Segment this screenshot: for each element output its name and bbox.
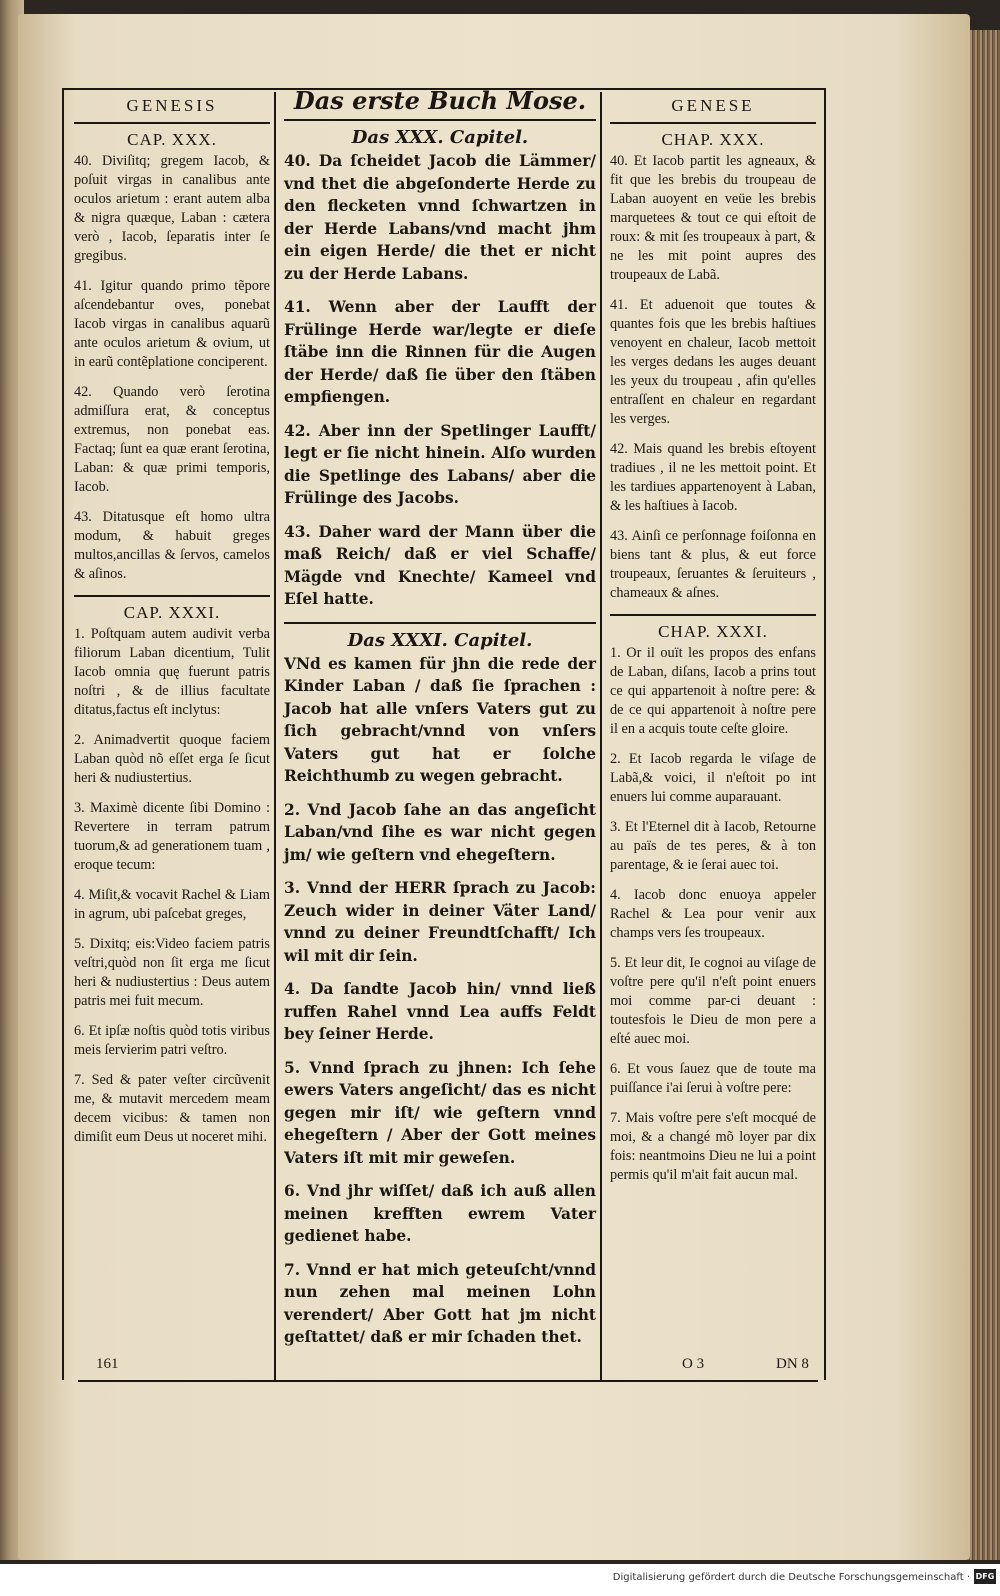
latin-chapter-30-heading: CAP. XXX. [127,130,217,149]
latin-verse-30-43: 43. Ditatusque eſt homo ultra modum, & habuit greges multos,ancillas & ſervos, camelos & aſinos. [74,509,270,582]
french-chapter-divider [610,614,816,616]
latin-chapter-divider [74,595,270,597]
french-verse-30-43: 43. Ainſi ce perſonnage foiſonna en biens tant & plus, & eut force troupeaux, ſeruantes & ſeruiteurs , chameaux & aſnes. [610,528,816,601]
french-column [610,96,816,1196]
german-verse-30-41: 41. Wenn aber der Laufft der Frülinge Herde war/legte er dieſe ſtäbe inn die Rinnen für die Augen der Herde/ daß ſie über den ſtäben empfiengen. [284,298,596,406]
latin-running-head: GENESIS [74,96,270,124]
french-verse-30-40: 40. Et Iacob partit les agneaux, & fit que les brebis du troupeau de Laban auoyent en veüe les brebis marquetees & tout ce qui eſtoit de roux: & mit ſes troupeaux à part, & ne les mit point aupres des troupeaux de Labã. [610,153,816,283]
french-verse-31-5: 5. Et leur dit, Ie cognoi au viſage de voſtre pere qu'il n'eſt point enuers moi comme par-ci deuant : toutesfois le Dieu de mon pere a eſté auec moi. [610,955,816,1047]
latin-verse-30-42: 42. Quando verò ſerotina admiſſura erat, & conceptus extremus, non ponebat eas. Factaq; ſunt ea quæ erant ſerotina, Laban: & quæ primi temporis, Iacob. [74,384,270,495]
latin-column [74,96,270,1158]
latin-verse-31-1: 1. Poſtquam autem audivit verba filiorum Laban dicentium, Tulit Iacob omnia quę fuerunt patris noſtri , & de illius facultate ditatus,factus eſt inclytus: [74,626,270,718]
german-verse-30-42: 42. Aber inn der Spetlinger Laufft/ legt er ſie nicht hinein. Alſo wurden die Spetlinge des Labans/ aber die Frülinge des Jacobs. [284,421,596,507]
latin-verse-31-2: 2. Animadvertit quoque faciem Laban quòd nõ eſſet erga ſe ſicut heri & nudiustertius. [74,732,270,786]
german-verse-31-1: VNd es kamen für jhn die rede der Kinder Laban / daß ſie ſprachen : Jacob hat alle vnſers Vaters gut zu ſich gebracht/vnnd von vnſers Vaters gut hat er ſolche Reichthumb zu wegen gebracht. [284,654,596,785]
latin-verse-31-3: 3. Maximè dicente ſibi Domino : Revertere in terram patrum tuorum,& ad generationem tuam , eroque tecum: [74,800,270,873]
page-number: 161 [96,1356,119,1372]
french-verse-31-3: 3. Et l'Eternel dit à Iacob, Retourne au païs de tes peres, & à ton parentage, & ie ſerai auec toi. [610,819,816,873]
digitization-note: Digitalisierung gefördert durch die Deutsche Forschungsgemeinschaft · [612,1572,970,1583]
latin-verse-30-41: 41. Igitur quando primo tẽpore aſcendebantur oves, ponebat Iacob virgas in canalibus aquarũ ante oculos arietum & ovium, ut in earũ contẽplatione conciperent. [74,278,270,370]
footer-rule [78,1380,818,1382]
latin-chapter-31-heading: CAP. XXXI. [123,603,221,622]
german-chapter-divider [284,622,596,624]
catchword: DN 8 [776,1356,809,1372]
latin-verse-30-40: 40. Diviſitq; gregem Iacob, & poſuit virgas in canalibus ante oculos arietum : erant autem alba & nigra quæque, Laban : cætera verò , Iacob, ſeparatis inter ſe gregibus. [74,153,270,264]
german-column [284,86,596,1360]
dfg-logo-icon: DFG [974,1569,996,1584]
column-rule-left [274,92,276,1380]
german-chapter-30-heading: Das XXX. Capitel. [351,127,529,148]
latin-verse-31-5: 5. Dixitq; eis:Video faciem patris veſtri,quòd non ſit erga me ſicut heri & nudiustertius : Deus autem patris mei fuit mecum. [74,936,270,1009]
french-verse-30-41: 41. Et aduenoit que toutes & quantes fois que les brebis haſtiues venoyent en chaleur, Iacob mettoit les verges dedans les auges deuant les yeux du troupeau , afin qu'elles entraſſent en chaleur en regardant les verges. [610,297,816,427]
column-rule-right [600,92,602,1380]
french-verse-31-6: 6. Et vous ſauez que de toute ma puiſſance i'ai ſerui à voſtre pere: [610,1061,816,1096]
french-verse-31-1: 1. Or il ouït les propos des enfans de Laban, diſans, Iacob a prins tout ce qui appartenoit à noſtre pere: & de ce qui appartenoit à noſtre pere il en a acquis toute ceſte gloire. [610,645,816,737]
french-chapter-30-heading: CHAP. XXX. [661,130,765,149]
german-verse-31-7: 7. Vnnd er hat mich geteuſcht/vnnd nun zehen mal meinen Lohn verendert/ Aber Gott hat jm nicht geſtattet/ daß er mir ſchaden thet. [284,1260,596,1346]
german-verse-31-6: 6. Vnd jhr wiſſet/ daß ich auß allen meinen krefften ewrem Vater gedienet habe. [284,1182,596,1245]
german-verse-31-5: 5. Vnnd ſprach zu jhnen: Ich ſehe ewers Vaters angeſicht/ das es nicht gegen mir iſt/ wie geſtern vnnd ehegeſtern / Aber der Gott meines Vaters iſt mit mir geweſen. [284,1058,596,1167]
german-verse-31-2: 2. Vnd Jacob ſahe an das angeſicht Laban/vnd ſihe es war nicht gegen jm/ wie geſtern vnd ehegeſtern. [284,800,596,864]
french-chapter-31-heading: CHAP. XXXI. [658,622,768,641]
german-verse-31-3: 3. Vnnd der HERR ſprach zu Jacob: Zeuch wider in deiner Väter Land/ vnnd zu deiner Freundtſchafft/ Ich wil mit dir ſein. [284,879,596,965]
french-verse-31-4: 4. Iacob donc enuoya appeler Rachel & Lea pour venir aux champs vers ſes troupeaux. [610,887,816,941]
latin-verse-31-4: 4. Miſit,& vocavit Rachel & Liam in agrum, ubi paſcebat greges, [74,887,270,922]
french-verse-31-2: 2. Et Iacob regarda le viſage de Labã,& voici, il n'eſtoit po int enuers lui comme auparauant. [610,751,816,805]
german-verse-31-4: 4. Da ſandte Jacob hin/ vnnd ließ ruffen Rahel vnnd Lea auffs Feldt bey ſeiner Herde. [284,980,596,1043]
german-running-head: Das erste Buch Mose. [284,86,596,121]
latin-verse-31-7: 7. Sed & pater veſter circũvenit me, & mutavit mercedem meam decem vicibus: & tamen non dimiſit eum Deus ut noceret mihi. [74,1072,270,1145]
book-page-edges [968,30,1000,1560]
german-verse-30-43: 43. Daher ward der Mann über die maß Reich/ daß er viel Schaffe/ Mägde vnd Knechte/ Kameel vnd Eſel hatte. [284,522,596,608]
french-verse-31-7: 7. Mais voſtre pere s'eſt mocqué de moi, & a changé mõ loyer par dix fois: neantmoins Dieu ne lui a point permis qu'il m'ait fait aucun mal. [610,1110,816,1183]
latin-verse-31-6: 6. Et ipſæ noſtis quòd totis viribus meis ſervierim patri veſtro. [74,1023,270,1058]
french-running-head: GENESE [610,96,816,124]
german-chapter-31-heading: Das XXXI. Capitel. [347,629,533,651]
french-verse-30-42: 42. Mais quand les brebis eſtoyent tradiues , il ne les mettoit point. Et les tardiues appartenoyent à Laban, & les haſtiues à Iacob. [610,441,816,514]
signature-mark: O 3 [682,1356,705,1372]
german-verse-30-40: 40. Da ſcheidet Jacob die Lämmer/ vnd thet die abgeſonderte Herde zu den flecketen vnnd ſchwartzen in der Herde Labans/vnd macht jhm ein eigen Herde/ die thet er nicht zu der Herde Labans. [284,152,596,283]
